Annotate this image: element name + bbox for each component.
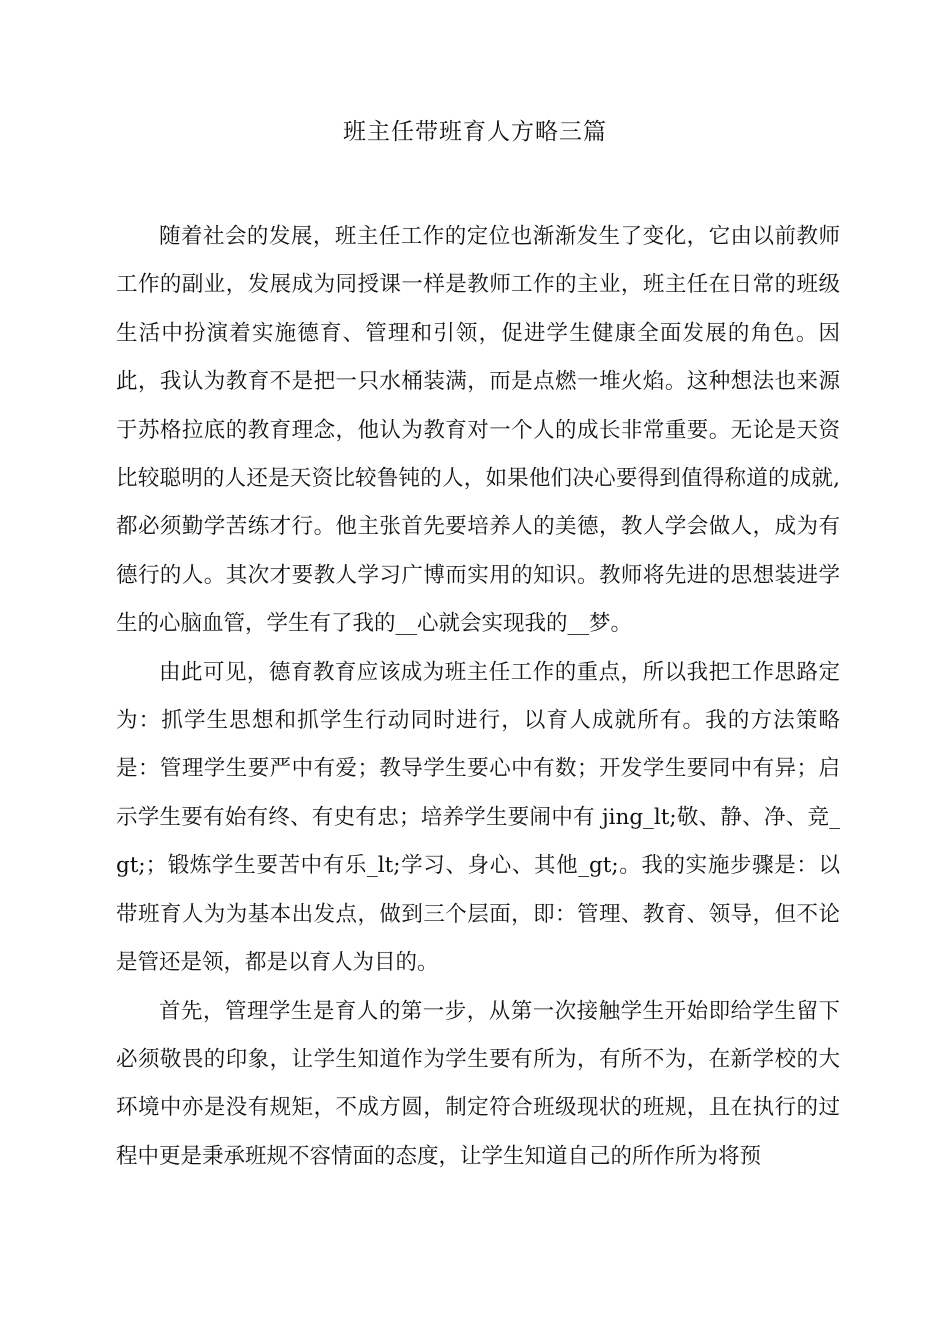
paragraph-3: 首先，管理学生是育人的第一步，从第一次接触学生开始即给学生留下必须敬畏的印象，让学生知道作为学生要有所为，有所不为，在新学校的大环境中亦是没有规矩，不成方圆，制定符合班级现状的班规，且在执行的过程中更是秉承班规不容情面的态度，让学生知道自己的所作所为将预 [116, 998, 840, 1169]
paragraph-2: 由此可见，德育教育应该成为班主任工作的重点，所以我把工作思路定为：抓学生思想和抓学生行动同时进行，以育人成就所有。我的方法策略是：管理学生要严中有爱；教导学生要心中有数；开发学生要同中有异；启示学生要有始有终、有史有忠；培养学生要闹中有 jing_lt;敬、静、净、竞_gt;；锻炼学生要苦中有乐_lt;学习、身心、其他_gt;。我的实施步骤是：以带班育人为为基本出发点，做到三个层面，即：管理、教育、领导，但不论是管还是领，都是以育人为目的。 [116, 659, 840, 976]
document-body [116, 213, 840, 1181]
paragraph-1: 随着社会的发展，班主任工作的定位也渐渐发生了变化，它由以前教师工作的副业，发展成为同授课一样是教师工作的主业，班主任在日常的班级生活中扮演着实施德育、管理和引领，促进学生健康全面发展的角色。因此，我认为教育不是把一只水桶装满，而是点燃一堆火焰。这种想法也来源于苏格拉底的教育理念，他认为教育对一个人的成长非常重要。无论是天资比较聪明的人还是天资比较鲁钝的人，如果他们决心要得到值得称道的成就,都必须勤学苦练才行。他主张首先要培养人的美德，教人学会做人，成为有德行的人。其次才要教人学习广博而实用的知识。教师将先进的思想装进学生的心脑血管，学生有了我的__心就会实现我的__梦。 [116, 224, 840, 637]
document-title: 班主任带班育人方略三篇 [343, 119, 607, 145]
